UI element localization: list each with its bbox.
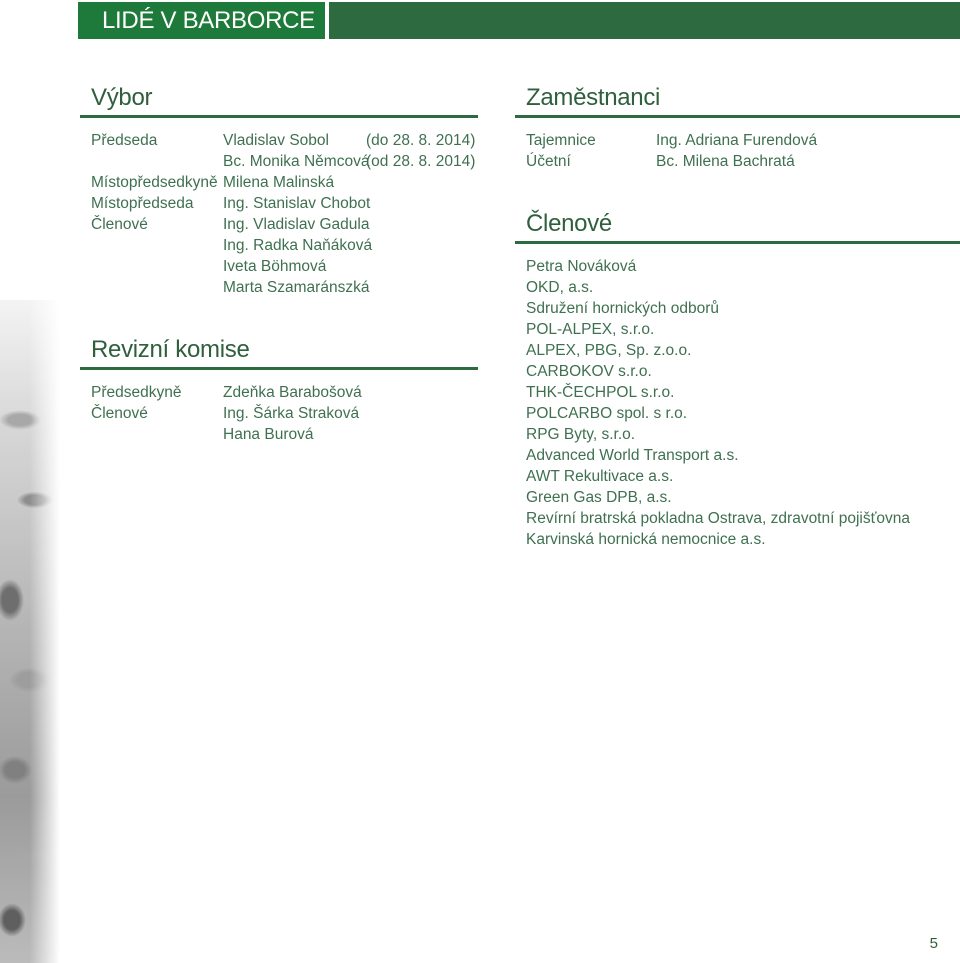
section-title-zamestnanci: Zaměstnanci [526, 84, 661, 111]
list-item: Advanced World Transport a.s. [526, 447, 739, 464]
section-rule-revizni [80, 367, 478, 370]
section-title-clenove: Členové [526, 210, 612, 237]
list-item: CARBOKOV s.r.o. [526, 363, 652, 380]
background-photo [0, 300, 60, 963]
zamestnanci-role: Účetní [526, 153, 571, 170]
vybor-role: Místopředsedkyně [91, 174, 218, 191]
vybor-note: (od 28. 8. 2014) [366, 153, 476, 170]
list-item: THK-ČECHPOL s.r.o. [526, 384, 675, 401]
list-item: Karvinská hornická nemocnice a.s. [526, 531, 766, 548]
zamestnanci-name: Ing. Adriana Furendová [656, 132, 818, 149]
vybor-name: Iveta Böhmová [223, 258, 327, 275]
zamestnanci-role: Tajemnice [526, 132, 596, 149]
vybor-note: (do 28. 8. 2014) [366, 132, 476, 149]
list-item: POLCARBO spol. s r.o. [526, 405, 688, 422]
vybor-role: Členové [91, 216, 148, 233]
list-item: POL-ALPEX, s.r.o. [526, 321, 655, 338]
vybor-name: Ing. Radka Naňáková [223, 237, 373, 254]
list-item: Green Gas DPB, a.s. [526, 489, 672, 506]
list-item: Revírní bratrská pokladna Ostrava, zdravotní pojišťovna [526, 510, 911, 527]
header-title: LIDÉ V BARBORCE [78, 2, 325, 39]
list-item: Sdružení hornických odborů [526, 300, 720, 317]
revizni-role: Předsedkyně [91, 384, 182, 401]
vybor-role: Předseda [91, 132, 158, 149]
revizni-role: Členové [91, 405, 148, 422]
section-rule-vybor [80, 115, 478, 118]
vybor-name: Vladislav Sobol [223, 132, 329, 149]
header-divider [325, 2, 329, 39]
section-rule-clenove [515, 241, 960, 244]
vybor-name: Ing. Stanislav Chobot [223, 195, 371, 212]
section-title-vybor: Výbor [91, 84, 153, 111]
list-item: Petra Nováková [526, 258, 637, 275]
revizni-name: Ing. Šárka Straková [223, 405, 360, 422]
revizni-name: Zdeňka Barabošová [223, 384, 362, 401]
page-number: 5 [929, 935, 938, 952]
list-item: ALPEX, PBG, Sp. z.o.o. [526, 342, 692, 359]
revizni-name: Hana Burová [223, 426, 314, 443]
vybor-name: Marta Szamaránszká [223, 279, 370, 296]
list-item: AWT Rekultivace a.s. [526, 468, 674, 485]
section-title-revizni: Revizní komise [91, 336, 250, 363]
vybor-name: Ing. Vladislav Gadula [223, 216, 370, 233]
vybor-name: Bc. Monika Němcová [223, 153, 370, 170]
vybor-name: Milena Malinská [223, 174, 335, 191]
vybor-role: Místopředseda [91, 195, 194, 212]
list-item: OKD, a.s. [526, 279, 594, 296]
section-rule-zamestnanci [515, 115, 960, 118]
zamestnanci-name: Bc. Milena Bachratá [656, 153, 795, 170]
list-item: RPG Byty, s.r.o. [526, 426, 636, 443]
